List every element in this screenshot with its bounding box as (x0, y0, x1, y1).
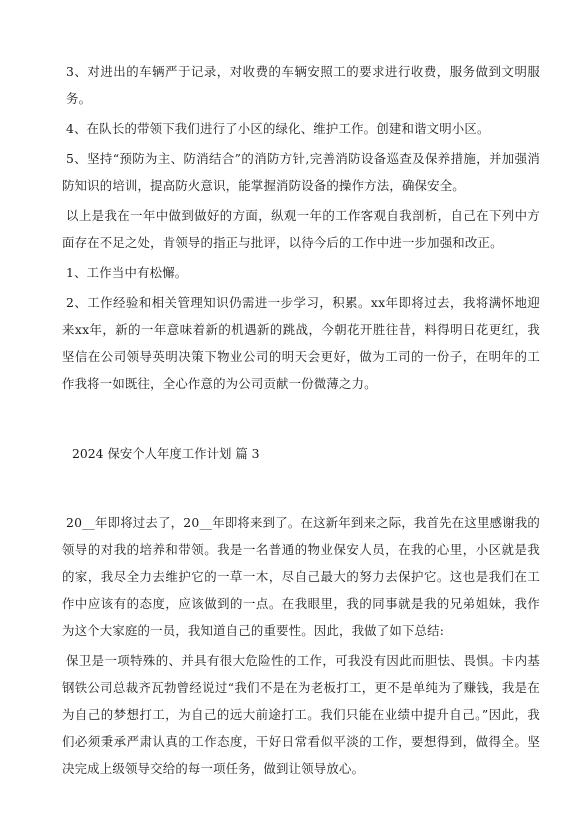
section-heading: 2024 保安个人年度工作计划 篇 3 (72, 446, 260, 461)
paragraph-item-5: 5、坚持“预防为主、防消结合”的消防方针,完善消防设备巡查及保养措施，并加强消防知识的培训，提高防火意识，能掌握消防设备的操作方法，确保安全。 (62, 151, 540, 193)
section-2 (62, 509, 540, 782)
paragraph-shortcoming-1: 1、工作当中有松懈。 (66, 265, 188, 280)
paragraph-item-3: 3、对进出的车辆严于记录，对收费的车辆安照工的要求进行收费，服务做到文明服务。 (66, 64, 540, 106)
paragraph-item-4: 4、在队长的带领下我们进行了小区的绿化、维护工作。创建和谐文明小区。 (66, 121, 490, 136)
paragraph-security-work: 保卫是一项特殊的、并具有很大危险性的工作，可我没有因此而胆怯、畏惧。卡内基钢铁公司总裁齐瓦勃曾经说过“我们不是在为老板打工，更不是单纯为了赚钱，我是在为自己的梦想打工，为自己的远大前途打工。我们只能在业绩中提升自己。”因此，我们必须秉承严肃认真的工作态度，干好日常看似平淡的工作，要想得到，做得全。坚决完成上级领导交给的每一项任务，做到让领导放心。 (62, 653, 540, 776)
paragraph-shortcoming-2: 2、工作经验和相关管理知识仍需进一步学习，积累。xx年即将过去，我将满怀地迎来xx年，新的一年意味着新的机遇新的跳战，今朝花开胜往昔，料得明日花更红，我坚信在公司领导英明决策下物业公司的明天会更好，做为工司的一份子，在明年的工作我将一如既往，全心作意的为公司贡献一份微薄之力。 (62, 295, 540, 391)
paragraph-intro: 20__年即将过去了，20__年即将来到了。在这新年到来之际，我首先在这里感谢我的领导的对我的培养和带领。我是一名普通的物业保安人员，在我的心里，小区就是我的家，我尽全力去维护它的一草一木，尽自己最大的努力去保护它。这也是我们在工作中应该有的态度，应该做到的一点。在我眼里，我的同事就是我的兄弟姐妹，我作为这个大家庭的一员，我知道自己的重要性。因此，我做了如下总结: (62, 515, 540, 638)
paragraph-summary: 以上是我在一年中做到做好的方面，纵观一年的工作客观自我剖析，自己在下列中方面存在不足之处，肯领导的指正与批评，以待今后的工作中进一步加强和改正。 (62, 208, 540, 250)
section-1 (62, 58, 540, 397)
